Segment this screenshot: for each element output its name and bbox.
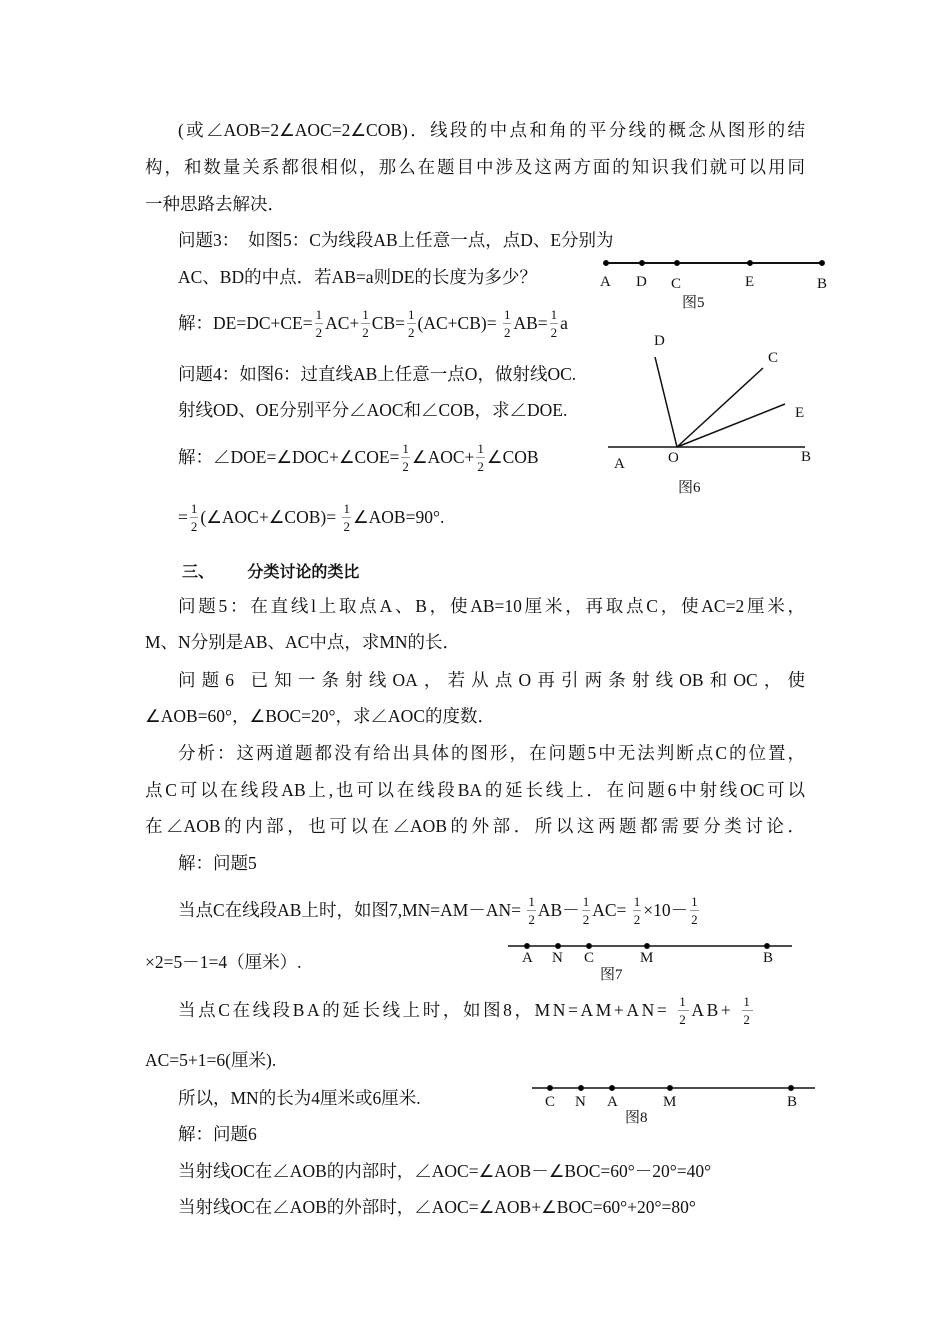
text-run: ∠AOC+ — [411, 447, 475, 467]
fraction-denominator: 2 — [691, 911, 698, 927]
point-label: C — [671, 276, 682, 292]
point — [579, 1086, 584, 1091]
figure-caption: 图6 — [678, 480, 701, 496]
text-run: ×2=5－1=4（厘米）. — [145, 952, 302, 972]
text-run: AC= — [592, 900, 631, 920]
point-label: E — [745, 274, 755, 290]
fraction-denominator: 2 — [503, 324, 511, 340]
text-run: ×10－ — [643, 900, 689, 920]
text-run: 问题4：如图6：过直线AB上任意一点O，做射线OC. — [178, 364, 577, 384]
point-label: A — [607, 1094, 618, 1110]
text-line: 问题5：在直线l上取点A、B，使AB=10厘米，再取点C，使AC=2厘米， — [178, 596, 805, 616]
point — [556, 944, 561, 949]
figure-5 — [604, 261, 825, 266]
point-label: E — [795, 405, 805, 421]
point-label: A — [600, 274, 611, 290]
fraction-numerator: 1 — [528, 893, 535, 909]
text-run: AB= — [513, 313, 548, 333]
point-label: O — [668, 450, 679, 466]
fraction-numerator: 1 — [550, 306, 558, 322]
point-label: C — [768, 350, 779, 366]
text-run: ∠AOB=60°，∠BOC=20°，求∠AOC的度数． — [145, 706, 495, 726]
point — [675, 261, 680, 266]
figure-caption: 图7 — [600, 967, 623, 983]
text-run: 三、 分类讨论的类比 — [182, 562, 360, 581]
point-label: N — [552, 950, 563, 966]
point — [765, 944, 770, 949]
text-run: AB－ — [537, 900, 580, 920]
text-run: 问题3： 如图5：C为线段AB上任意一点，点D、E分别为 — [178, 230, 614, 250]
point — [525, 944, 530, 949]
fraction-numerator: 1 — [691, 893, 698, 909]
point-label: N — [575, 1094, 586, 1110]
fraction-denominator: 2 — [477, 458, 484, 474]
text-run: 射线OD、OE分别平分∠AOC和∠COB，求∠DOE. — [178, 400, 568, 420]
point-label: B — [787, 1094, 798, 1110]
point — [668, 1086, 673, 1091]
point-label: A — [614, 456, 625, 472]
text-line: 问题6 已知一条射线OA，若从点O再引两条射线OB和OC，使 — [178, 670, 805, 690]
text-run: a — [560, 313, 568, 333]
fraction-denominator: 2 — [528, 911, 535, 927]
fraction-numerator: 1 — [408, 306, 415, 322]
text-run: (AC+CB)= — [417, 313, 501, 333]
fraction-numerator: 1 — [343, 500, 350, 516]
point-label: D — [636, 274, 647, 290]
fraction-numerator: 1 — [679, 993, 689, 1009]
fraction-denominator: 2 — [362, 324, 369, 340]
text-line: (或∠AOB=2∠AOC=2∠COB)．线段的中点和角的平分线的概念从图形的结 — [178, 120, 805, 140]
text-run: 当点C在线段BA的延长线上时，如图8，MN=AM+AN= — [178, 1000, 677, 1020]
ray-od — [655, 357, 677, 447]
fraction-numerator: 1 — [633, 893, 641, 909]
text-run: (∠AOC+∠COB)= — [200, 507, 341, 527]
point-label: D — [654, 333, 665, 349]
point — [748, 261, 753, 266]
fraction-numerator: 1 — [743, 993, 753, 1009]
point-label: B — [817, 276, 828, 292]
text-run: 解：问题5 — [178, 853, 257, 873]
figure-6 — [608, 357, 805, 447]
text-run: AC+ — [325, 313, 360, 333]
text-run: 解：∠DOE=∠DOC+∠COE= — [178, 447, 400, 467]
point — [610, 1086, 615, 1091]
fraction-denominator: 2 — [408, 324, 415, 340]
fraction-numerator: 1 — [582, 893, 590, 909]
text-run: ∠AOB=90°. — [352, 507, 445, 527]
figure-7 — [508, 944, 792, 949]
point-label: C — [584, 950, 595, 966]
text-run: CB= — [371, 313, 406, 333]
point — [640, 261, 645, 266]
fraction-denominator: 2 — [315, 324, 323, 340]
text-run: 所以，MN的长为4厘米或6厘米. — [178, 1088, 421, 1108]
text-run: 当射线OC在∠AOB的外部时，∠AOC=∠AOB+∠BOC=60°+20°=80° — [178, 1197, 696, 1217]
ray-oc — [677, 368, 763, 447]
fraction-denominator: 2 — [633, 911, 641, 927]
text-line: 构，和数量关系都很相似，那么在题目中涉及这两方面的知识我们就可以用同 — [145, 157, 805, 177]
fraction-numerator: 1 — [315, 306, 323, 322]
text-line: 在∠AOB的内部，也可以在∠AOB的外部．所以这两题都需要分类讨论． — [145, 816, 805, 836]
figure-caption: 图8 — [625, 1110, 648, 1126]
fraction-denominator: 2 — [402, 458, 409, 474]
fraction-denominator: 2 — [190, 518, 198, 534]
ray-oe — [677, 404, 785, 447]
fraction-denominator: 2 — [743, 1011, 753, 1027]
text-line: 分析：这两道题都没有给出具体的图形，在问题5中无法判断点C的位置， — [178, 743, 805, 763]
point — [789, 1086, 794, 1091]
point-label: B — [763, 950, 774, 966]
fraction-denominator: 2 — [679, 1011, 689, 1027]
point-label: B — [801, 449, 812, 465]
text-run: 解：问题6 — [178, 1124, 257, 1144]
point — [820, 261, 825, 266]
point-label: M — [663, 1094, 677, 1110]
point-label: M — [640, 950, 654, 966]
fraction-numerator: 1 — [362, 306, 369, 322]
fraction-numerator: 1 — [402, 440, 409, 456]
text-run: AC=5+1=6(厘米). — [145, 1050, 277, 1070]
point — [548, 1086, 553, 1091]
text-run: 一种思路去解决． — [145, 194, 285, 214]
text-run: 解：DE=DC+CE= — [178, 313, 313, 333]
text-run: ∠COB — [486, 447, 539, 467]
point — [645, 944, 650, 949]
fraction-numerator: 1 — [190, 500, 198, 516]
text-run: AB+ — [691, 1000, 741, 1020]
figure-8 — [532, 1086, 815, 1091]
point-label: A — [522, 950, 533, 966]
text-run: = — [178, 507, 188, 527]
text-line: 点C可以在线段AB上,也可以在线段BA的延长线上．在问题6中射线OC可以 — [145, 780, 805, 800]
fraction-numerator: 1 — [503, 306, 511, 322]
point — [587, 944, 592, 949]
text-run: 当点C在线段AB上时，如图7,MN=AM－AN= — [178, 900, 526, 920]
text-run: M、N分别是AB、AC中点，求MN的长． — [145, 632, 461, 652]
point-label: C — [545, 1094, 556, 1110]
fraction-denominator: 2 — [582, 911, 590, 927]
fraction-denominator: 2 — [550, 324, 558, 340]
text-run: 当射线OC在∠AOB的内部时，∠AOC=∠AOB－∠BOC=60°－20°=40° — [178, 1161, 712, 1181]
figure-caption: 图5 — [682, 295, 705, 311]
fraction-numerator: 1 — [477, 440, 484, 456]
point — [604, 261, 609, 266]
text-run: AC、BD的中点．若AB=a则DE的长度为多少？ — [178, 267, 537, 287]
fraction-denominator: 2 — [343, 518, 350, 534]
